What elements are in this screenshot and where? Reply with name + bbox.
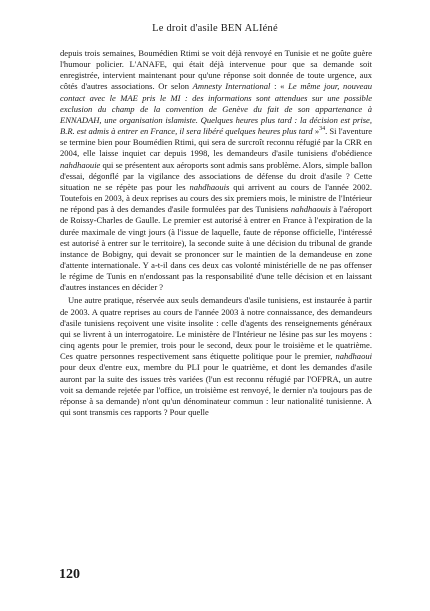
text-run: » (312, 126, 320, 137)
italic-term: nahdhaouis (189, 181, 230, 192)
text-run: : « (270, 81, 289, 92)
text-run: depuis trois semaines, Boumédien Rtimi se voit déjà renvoyé en Tunisie et ne goûte guère l'humour policier. L'ANAFE, qui était déjà intervenue pour que sa demande soit enregistrée, intervient maintenant pour qu'une réponse soit donnée de toute urgence, aux côtés d'autres associations. Or selon (60, 48, 372, 92)
paragraph-2 (60, 295, 372, 418)
italic-term: nahdhaoui (335, 351, 372, 362)
text-run: pour deux d'entre eux, membre du PLI pour le quatrième, et dont les demandes d'asile auront par la suite des issues très variées (l'un est reconnu réfugié par l'OFPRA, un autre voit sa demande rejetée par l'office, un troisième est renvoyé, le dernier n'a toujours pas de réponse à sa demande) n'ont qu'un dénominateur commun : leur nationalité tunisienne. A qui sont transmis ces rapports ? Pour quelle (60, 362, 372, 417)
text-run: à l'aéroport de Roissy-Charles de Gaulle. Le premier est autorisé à entrer en France à l'expiration de la durée maximale de vingt jours (à l'issue de laquelle, faute de réponse officielle, l'intéressé est autorisé à entrer sur le territoire), la seconde suite à une décision du tribunal de grande instance de Bobigny, qui devait se prononcer sur le maintien de la demandeuse en zone d'attente internationale. Y a-t-il dans ces deux cas volonté ministérielle de ne pas offenser le régime de Tunis en n'endossant pas la responsabilité d'une telle décision et en laissant d'autres instances en décider ? (60, 204, 372, 293)
paragraph-1 (60, 48, 372, 293)
quotation: Le même jour, nouveau contact avec le MAE pris le MI : des informations sont attendues sur une possible exclusion du champ de la convention de Genève du fait de son appartenance à ENNADAH, une organisation islamiste. Quelques heures plus tard : la décision est prise, B.R. est admis à entrer en France, il sera libéré quelques heures plus tard (60, 81, 373, 137)
page-number: 120 (59, 567, 80, 582)
italic-term: nahdhaouis (290, 204, 331, 215)
italic-term: nahdhaouie (60, 159, 101, 170)
text-run: qui arrivent au cours de l'année 2002. Toutefois en 2003, à deux reprises au cours des six premiers mois, le ministre de l'Intérieur ne répond pas à des demandes d'asile formulées par des Tunisiens (60, 181, 372, 215)
body-text (60, 48, 372, 418)
text-run: qui se présentent aux aéroports sont admis sans problème. Alors, simple ballon d'essai, dégonflé par la vigilance des associations de défense du droit d'asile ? Cette situation ne se répète pas pour les (60, 159, 372, 192)
text-run: Une autre pratique, réservée aux seuls demandeurs d'asile tunisiens, est instaurée à partir de 2003. A quatre reprises au cours de l'année 2003 à notre connaissance, des demandeurs d'asile tunisiens reçoivent une visite insolite : celle d'agents des renseignements généraux qui se livrent à un interrogatoire. Le ministère de l'Intérieur ne lésine pas sur les moyens : cinq agents pour le premier, trois pour le second, deux pour le troisième et le quatrième. Ces quatre personnes respectivement sans étiquette politique pour le premier, (60, 295, 372, 362)
running-title: Le droit d'asile BEN ALIéné (152, 23, 278, 34)
text-run: . Si l'aventure se termine bien pour Boumédien Rtimi, qui sera de surcroît reconnu réfugié par la CRR en 2004, elle laisse inquiet car depuis 1998, les demandeurs d'asile tunisiens d'obédience (60, 126, 372, 159)
organization-name: Amnesty International (192, 81, 271, 92)
footnote-marker: 34 (319, 126, 326, 133)
